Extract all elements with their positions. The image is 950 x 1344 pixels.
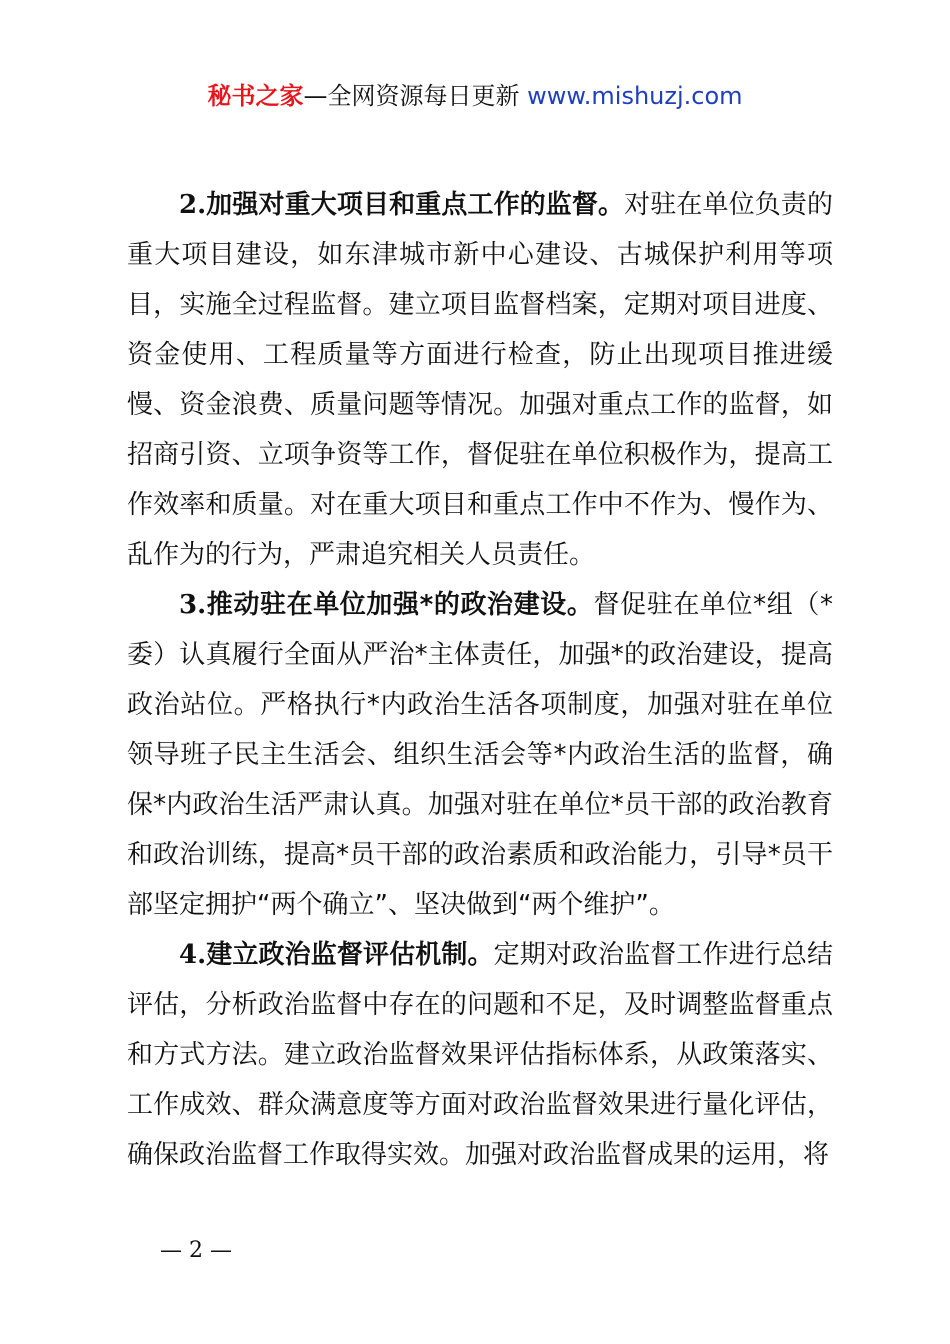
header-tagline: —全网资源每日更新	[303, 82, 520, 110]
paragraph-number: 3.	[179, 590, 207, 620]
page-header	[0, 80, 950, 112]
document-body	[127, 180, 833, 1180]
paragraph-number: 4.	[179, 940, 207, 970]
paragraph-item-3	[127, 580, 833, 930]
paragraph-item-4	[127, 930, 833, 1180]
paragraph-item-2	[127, 180, 833, 580]
paragraph-body: 定期对政治监督工作进行总结评估，分析政治监督中存在的问题和不足，及时调整监督重点和方式方法。建立政治监督效果评估指标体系，从政策落实、工作成效、群众满意度等方面对政治监督效果进行量化评估，确保政治监督工作取得实效。加强对政治监督成果的运用，将	[127, 940, 833, 1170]
paragraph-heading: 推动驻在单位加强*的政治建设。	[206, 590, 594, 620]
header-brand: 秘书之家	[207, 82, 304, 110]
paragraph-body: 对驻在单位负责的重大项目建设，如东津城市新中心建设、古城保护利用等项目，实施全过程监督。建立项目监督档案，定期对项目进度、资金使用、工程质量等方面进行检查，防止出现项目推进缓慢、资金浪费、质量问题等情况。加强对重点工作的监督，如招商引资、立项争资等工作，督促驻在单位积极作为，提高工作效率和质量。对在重大项目和重点工作中不作为、慢作为、乱作为的行为，严肃追究相关人员责任。	[127, 190, 833, 570]
page-number: — 2 —	[160, 1238, 232, 1263]
header-url-link[interactable]: www.mishuzj.com	[527, 82, 743, 110]
paragraph-number: 2.	[179, 190, 207, 220]
paragraph-heading: 建立政治监督评估机制。	[206, 940, 494, 970]
paragraph-heading: 加强对重大项目和重点工作的监督。	[206, 190, 625, 220]
paragraph-body: 督促驻在单位*组（*委）认真履行全面从严治*主体责任，加强*的政治建设，提高政治站位。严格执行*内政治生活各项制度，加强对驻在单位领导班子民主生活会、组织生活会等*内政治生活的监督，确保*内政治生活严肃认真。加强对驻在单位*员干部的政治教育和政治训练，提高*员干部的政治素质和政治能力，引导*员干部坚定拥护“两个确立”、坚决做到“两个维护”。	[127, 590, 833, 920]
